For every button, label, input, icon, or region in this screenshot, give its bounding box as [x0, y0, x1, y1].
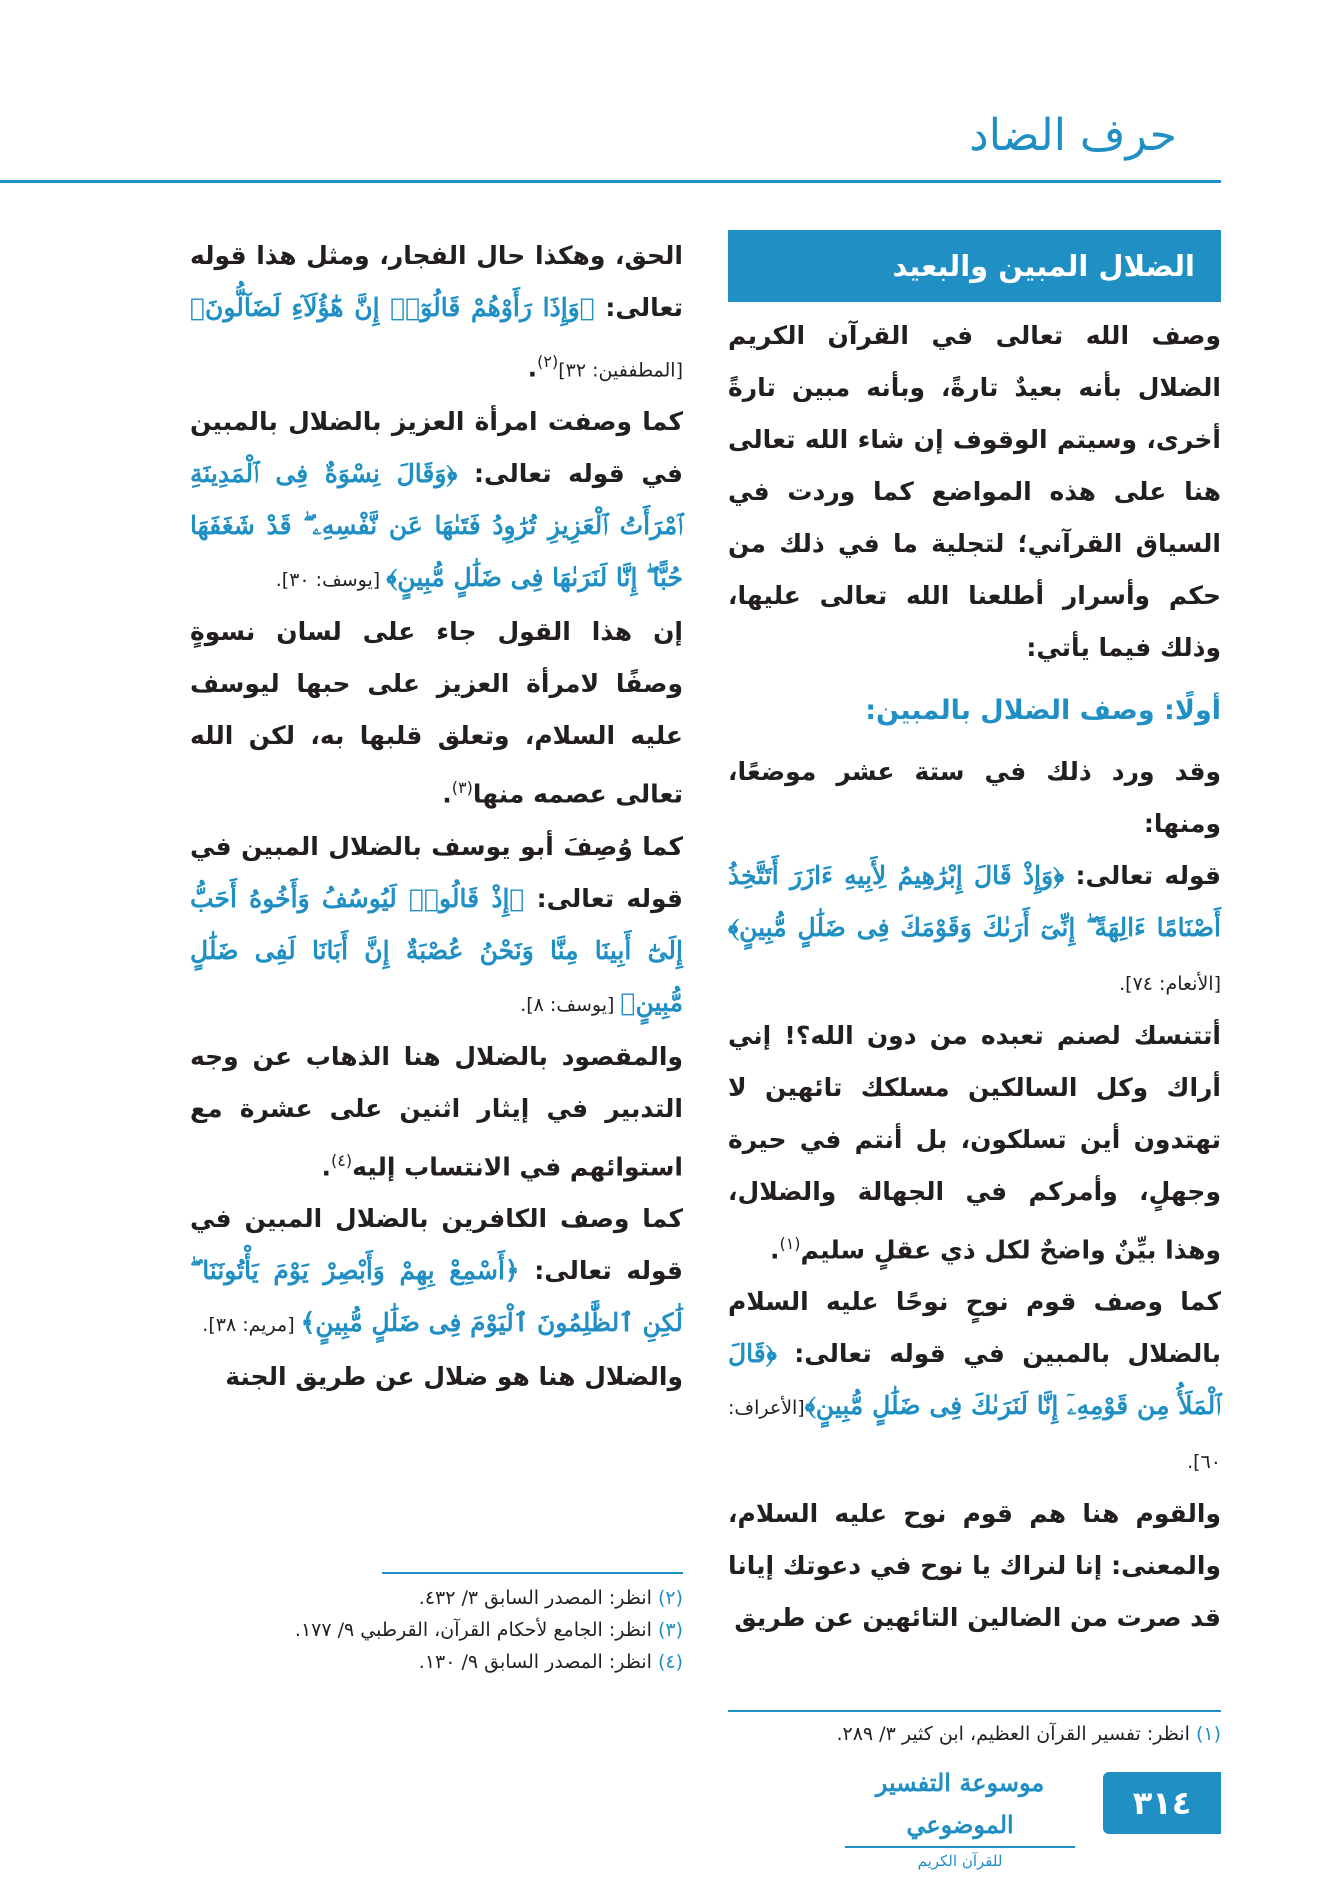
paragraph-end: .: [527, 353, 538, 383]
verse-citation: [الأنعام: ٧٤].: [1119, 973, 1221, 995]
paragraph-text: قوله تعالى:: [1064, 861, 1222, 890]
paragraph-with-verse: [190, 1193, 683, 1351]
footnote: [190, 1646, 683, 1678]
paragraph-with-verse: [728, 850, 1221, 1010]
left-column: [190, 230, 683, 1403]
paragraph: وصف الله تعالى في القرآن الكريم الضلال بأنه بعيدٌ تارةً، وبأنه مبين تارةً أخرى، وسيتم الوقوف إن شاء الله تعالى هنا على هذه المواضع كما وردت في السياق القرآني؛ لتجلية ما في ذلك من حكم وأسرار أطلعنا الله تعالى عليها، وذلك فيما يأتي:: [728, 321, 1221, 662]
quran-verse: ﴿وَقَالَ نِسْوَةٌ فِى ٱلْمَدِينَةِ ٱمْرَأَتُ ٱلْعَزِيزِ تُرَٰوِدُ فَتَىٰهَا عَن نَّفْسِهِۦ ۖ قَدْ شَغَفَهَا حُبًّا ۖ إِنَّا لَنَرَىٰهَا فِى ضَلَٰلٍ مُّبِينٍ﴾: [190, 459, 683, 593]
footnote-marker[interactable]: (٣): [451, 778, 473, 798]
verse-citation: [المطففين: ٣٢]: [558, 359, 683, 382]
section-title: الضلال المبين والبعيد: [728, 230, 1221, 302]
paragraph-text: كما وصف قوم نوحٍ نوحًا عليه السلام بالضلال بالمبين في قوله تعالى:: [728, 1287, 1221, 1369]
footnote-marker[interactable]: (٤): [330, 1150, 353, 1170]
verse-citation: [يوسف: ٣٠].: [275, 569, 387, 592]
quran-verse: ﴿وَإِذْ قَالَ إِبْرَٰهِيمُ لِأَبِيهِ ءَازَرَ أَتَتَّخِذُ أَصْنَامًا ءَالِهَةً ۖ إِنِّىٓ أَرَىٰكَ وَقَوْمَكَ فِى ضَلَٰلٍ مُّبِينٍ﴾: [728, 861, 1221, 942]
paragraph: [728, 1010, 1221, 1276]
paragraph-text: الحق، وهكذا حال الفجار، ومثل هذا قوله تعالى:: [190, 241, 683, 322]
footnote: [190, 1614, 683, 1646]
paragraph-with-verse: [728, 1276, 1221, 1488]
paragraph-with-verse: [190, 821, 683, 1031]
paragraph-end: .: [321, 1151, 331, 1181]
footnote-number: (١): [1195, 1723, 1221, 1745]
paragraph-text: كما وُصِفَ أبو يوسف بالضلال المبين في قوله تعالى:: [190, 831, 683, 913]
paragraph: والقوم هنا هم قوم نوح عليه السلام، والمعنى: إنا لنراك يا نوح في دعوتك إيانا قد صرت من الضالين التائهين عن طريق: [728, 1499, 1221, 1633]
footnote-number: (٤): [657, 1651, 683, 1673]
right-column: [728, 230, 1221, 1644]
footnotes-left: [190, 1582, 683, 1678]
footnote-text: انظر: المصدر السابق ٣/ ٤٣٢.: [418, 1587, 652, 1609]
footnote-rule: [382, 1572, 683, 1574]
logo-subtitle: للقرآن الكريم: [917, 1852, 1003, 1870]
chapter-title: حرف الضاد: [969, 110, 1177, 161]
paragraph: [190, 1031, 683, 1193]
footnote: [190, 1582, 683, 1614]
page-number: ٣١٤: [1103, 1772, 1221, 1834]
paragraph-with-verse: [190, 396, 683, 606]
paragraph: والضلال هنا هو ضلال عن طريق الجنة: [225, 1361, 683, 1391]
logo-title: موسوعة التفسير الموضوعي: [845, 1762, 1075, 1848]
quran-verse: ﴿وَإِذَا رَأَوْهُمْ قَالُوٓا۟ إِنَّ هَٰٓؤُلَآءِ لَضَآلُّونَ﴾: [190, 293, 595, 322]
footnote: [728, 1718, 1221, 1750]
footnote-marker[interactable]: (٢): [537, 352, 559, 371]
quran-verse: ﴿إِذْ قَالُوا۟ لَيُوسُفُ وَأَخُوهُ أَحَبُّ إِلَىٰٓ أَبِينَا مِنَّا وَنَحْنُ عُصْبَةٌ إِنَّ أَبَانَا لَفِى ضَلَٰلٍ مُّبِينٍ﴾: [190, 883, 683, 1017]
paragraph-end: .: [769, 1235, 780, 1265]
paragraph: وقد ورد ذلك في ستة عشر موضعًا، ومنها:: [728, 757, 1221, 838]
quran-verse: ﴿أَسْمِعْ بِهِمْ وَأَبْصِرْ يَوْمَ يَأْتُونَنَا ۖ لَٰكِنِ ٱلظَّٰلِمُونَ ٱلْيَوْمَ فِى ضَلَٰلٍ مُّبِينٍ﴾: [190, 1255, 683, 1337]
verse-citation: [الأعراف: ٦٠].: [728, 1397, 1221, 1474]
paragraph-text: أتتنسك لصنم تعبده من دون الله؟! إني أراك وكل السالكين مسلكك تائهين لا تهتدون أين تسلكون، بل أنتم في حيرة وجهلٍ، وأمركم في الجهالة والضلال، وهذا بيِّنٌ واضحٌ لكل ذي عقلٍ سليم: [728, 1021, 1221, 1265]
paragraph-text: والمقصود بالضلال هنا الذهاب عن وجه التدبير في إيثار اثنين على عشرة مع استوائهم في الانتساب إليه: [190, 1041, 683, 1181]
paragraph-text: كما وصفت امرأة العزيز بالضلال بالمبين في قوله تعالى:: [190, 407, 683, 489]
paragraph-end: .: [442, 779, 452, 809]
paragraph-with-verse: [190, 230, 683, 396]
footnote-text: انظر: تفسير القرآن العظيم، ابن كثير ٣/ ٢٨٩.: [836, 1723, 1190, 1745]
paragraph: [190, 606, 683, 820]
encyclopedia-logo: [845, 1762, 1075, 1870]
footnote-marker[interactable]: (١): [779, 1234, 801, 1253]
footnote-text: انظر: المصدر السابق ٩/ ١٣٠.: [418, 1651, 652, 1673]
footnote-text: انظر: الجامع لأحكام القرآن، القرطبي ٩/ ١٧٧.: [294, 1619, 652, 1641]
footnote-rule: [728, 1710, 1221, 1712]
verse-citation: [مريم: ٣٨].: [202, 1313, 301, 1336]
quran-verse: ﴿قَالَ ٱلْمَلَأُ مِن قَوْمِهِۦٓ إِنَّا لَنَرَىٰكَ فِى ضَلَٰلٍ مُّبِينٍ﴾: [728, 1339, 1221, 1421]
subheading: أولًا: وصف الضلال بالمبين:: [865, 695, 1221, 726]
paragraph-text: إن هذا القول جاء على لسان نسوةٍ وصفًا لامرأة العزيز على حبها ليوسف عليه السلام، وتعلق قلبها به، لكن الله تعالى عصمه منها: [190, 617, 683, 809]
paragraph-text: كما وصف الكافرين بالضلال المبين في قوله تعالى:: [190, 1203, 684, 1285]
footnote-number: (٢): [657, 1587, 683, 1609]
header-rule: [0, 180, 1221, 183]
verse-citation: [يوسف: ٨].: [520, 993, 621, 1016]
footnote-number: (٣): [657, 1619, 683, 1641]
